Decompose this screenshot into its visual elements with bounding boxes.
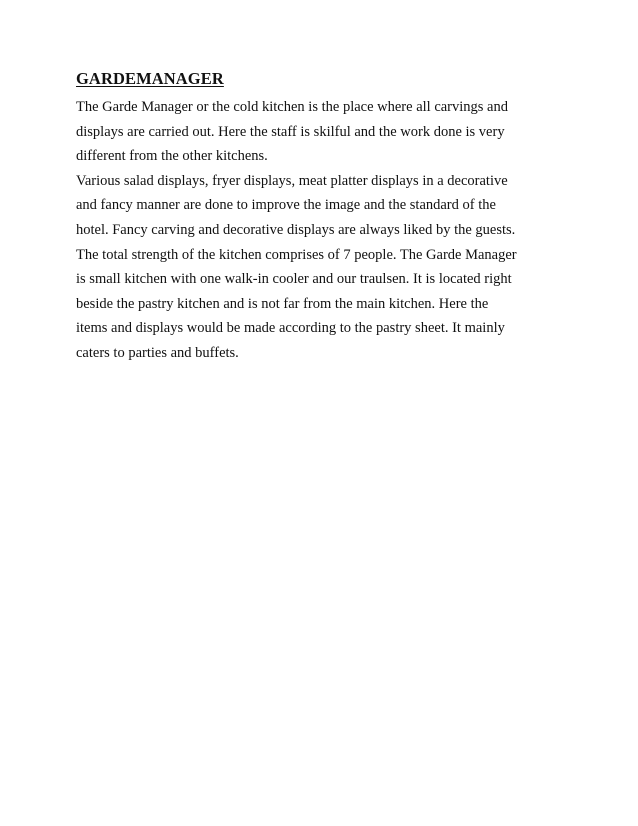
section-heading: GARDEMANAGER xyxy=(76,69,224,88)
paragraph-text xyxy=(76,95,536,366)
text-line: hotel. Fancy carving and decorative displays are always liked by the guests. xyxy=(76,221,516,238)
text-line: different from the other kitchens. xyxy=(76,148,268,165)
text-line: and fancy manner are done to improve the image and the standard of the xyxy=(76,197,496,214)
text-line: caters to parties and buffets. xyxy=(76,344,239,361)
text-line: Various salad displays, fryer displays, meat platter displays in a decorative xyxy=(76,172,508,189)
text-line: items and displays would be made according to the pastry sheet. It mainly xyxy=(76,320,505,337)
text-line: displays are carried out. Here the staff is skilful and the work done is very xyxy=(76,123,505,140)
document-body xyxy=(76,67,536,366)
text-line: The total strength of the kitchen comprises of 7 people. The Garde Manager xyxy=(76,246,517,263)
text-line: beside the pastry kitchen and is not far from the main kitchen. Here the xyxy=(76,295,489,312)
text-line: is small kitchen with one walk-in cooler and our traulsen. It is located right xyxy=(76,271,512,288)
text-line: The Garde Manager or the cold kitchen is the place where all carvings and xyxy=(76,99,508,115)
